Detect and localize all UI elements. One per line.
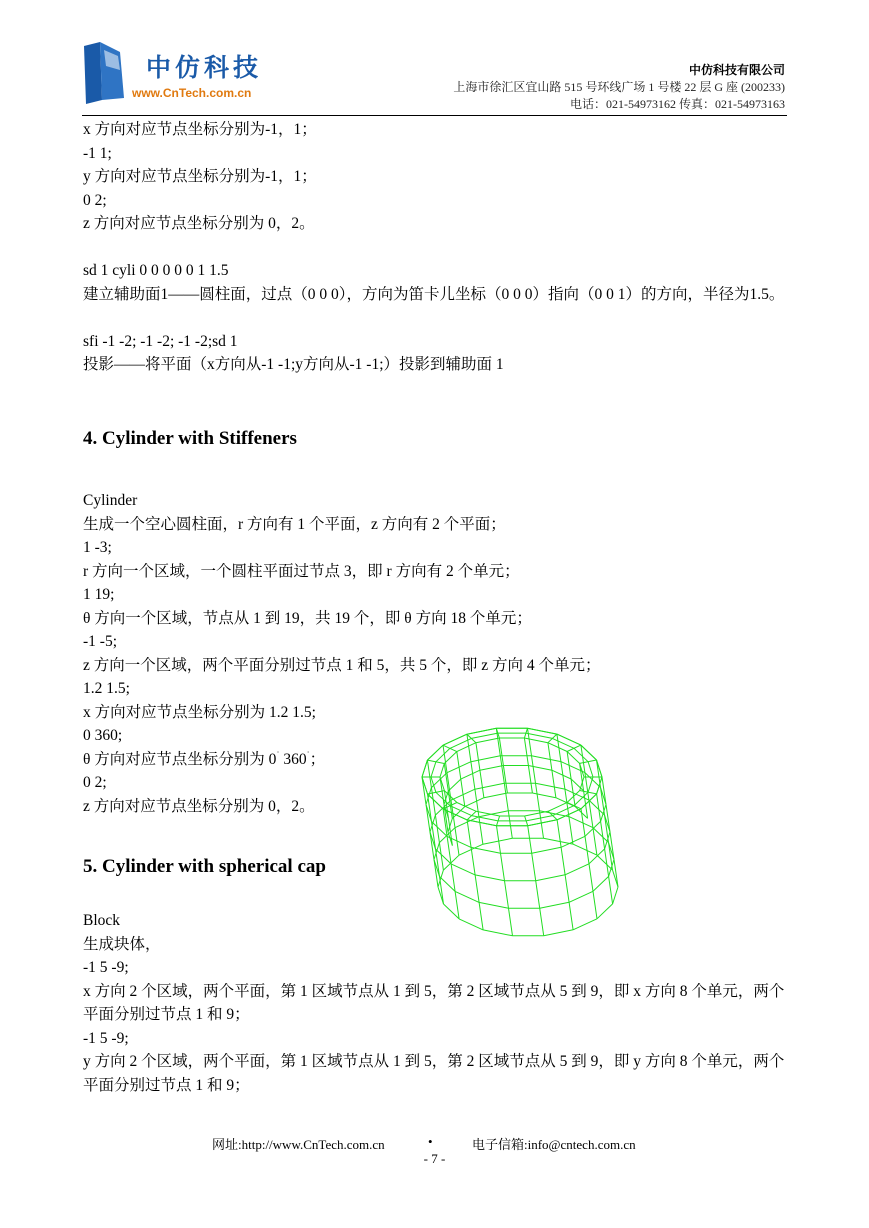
- company-address: 上海市徐汇区宜山路 515 号环线广场 1 号楼 22 层 G 座 (200233): [453, 80, 785, 94]
- command-line: sd 1 cyli 0 0 0 0 0 1 1.5: [83, 262, 229, 279]
- text-line: 生成块体，: [83, 935, 161, 953]
- company-info: [453, 62, 785, 113]
- text-line: z 方向一个区域，两个平面分别过节点 1 和 5，共 5 个，即 z 方向 4 个单元；: [83, 656, 601, 674]
- text-line: 生成一个空心圆柱面，r 方向有 1 个平面，z 方向有 2 个平面；: [83, 515, 506, 533]
- footer-website: 网址:http://www.CnTech.com.cn: [212, 1137, 385, 1152]
- company-phone: 电话：021-54973162 传真：021-54973163: [570, 97, 785, 111]
- section-4-title: 4. Cylinder with Stiffeners: [83, 427, 297, 449]
- text-line: 投影——将平面（x方向从-1 -1;y方向从-1 -1;）投影到辅助面 1: [83, 356, 504, 373]
- text-line: θ 方向一个区域，节点从 1 到 19，共 19 个，即 θ 方向 18 个单元；: [83, 609, 532, 627]
- text-paragraph: x 方向 2 个区域，两个平面，第 1 区域节点从 1 到 5，第 2 区域节点从 5 到 9，即 x 方向 8 个单元，两个平面分别过节点 1 和 9；: [83, 982, 785, 1023]
- text-line: x 方向对应节点坐标分别为 1.2 1.5;: [83, 703, 316, 721]
- text-line-theta: θ 方向对应节点坐标分别为 0˙ 360˙；: [83, 749, 326, 768]
- logo-url: www.CnTech.com.cn: [132, 86, 252, 100]
- text-line: Block: [83, 912, 121, 929]
- page-number: - 7 -: [423, 1151, 446, 1166]
- text-line: 1 19;: [83, 586, 115, 603]
- text-line: 0 2;: [83, 191, 107, 209]
- header-divider: [82, 115, 787, 116]
- footer-separator: •: [428, 1134, 433, 1149]
- text-line: x 方向对应节点坐标分别为-1，1；: [83, 121, 317, 138]
- text-line: z 方向对应节点坐标分别为 0，2。: [83, 215, 315, 232]
- text-line: y 方向对应节点坐标分别为-1，1；: [83, 168, 317, 185]
- footer-email: 电子信箱:info@cntech.com.cn: [472, 1137, 636, 1152]
- logo-mark-icon: [80, 40, 128, 106]
- text-paragraph: y 方向 2 个区域，两个平面，第 1 区域节点从 1 到 5，第 2 区域节点从 5 到 9，即 y 方向 8 个单元，两个平面分别过节点 1 和 9；: [83, 1053, 785, 1094]
- command-line: sfi -1 -2; -1 -2; -1 -2;sd 1: [83, 332, 238, 350]
- text-line: Cylinder: [83, 492, 138, 509]
- text-line: 1.2 1.5;: [83, 680, 130, 697]
- text-line: 1 -3;: [83, 539, 112, 556]
- text-line: -1 -5;: [83, 633, 118, 650]
- text-line: z 方向对应节点坐标分别为 0，2。: [83, 797, 315, 815]
- company-name: 中仿科技有限公司: [688, 63, 785, 77]
- text-paragraph: 建立辅助面1——圆柱面，过点（0 0 0），方向为笛卡儿坐标（0 0 0）指向（0 0 1）的方向，半径为1.5。: [83, 285, 785, 303]
- text-line: -1 5 -9;: [83, 1029, 129, 1047]
- section-5-title: 5. Cylinder with spherical cap: [83, 855, 326, 877]
- cylinder-mesh-figure: [402, 712, 642, 960]
- text-line: r 方向一个区域，一个圆柱平面过节点 3，即 r 方向有 2 个单元；: [83, 562, 520, 580]
- company-logo: [80, 40, 280, 108]
- logo-text: 中仿科技: [146, 53, 263, 82]
- text-line: 0 360;: [83, 727, 123, 744]
- text-line: -1 5 -9;: [83, 959, 129, 976]
- text-line: -1 1;: [83, 144, 112, 162]
- text-line: 0 2;: [83, 774, 107, 791]
